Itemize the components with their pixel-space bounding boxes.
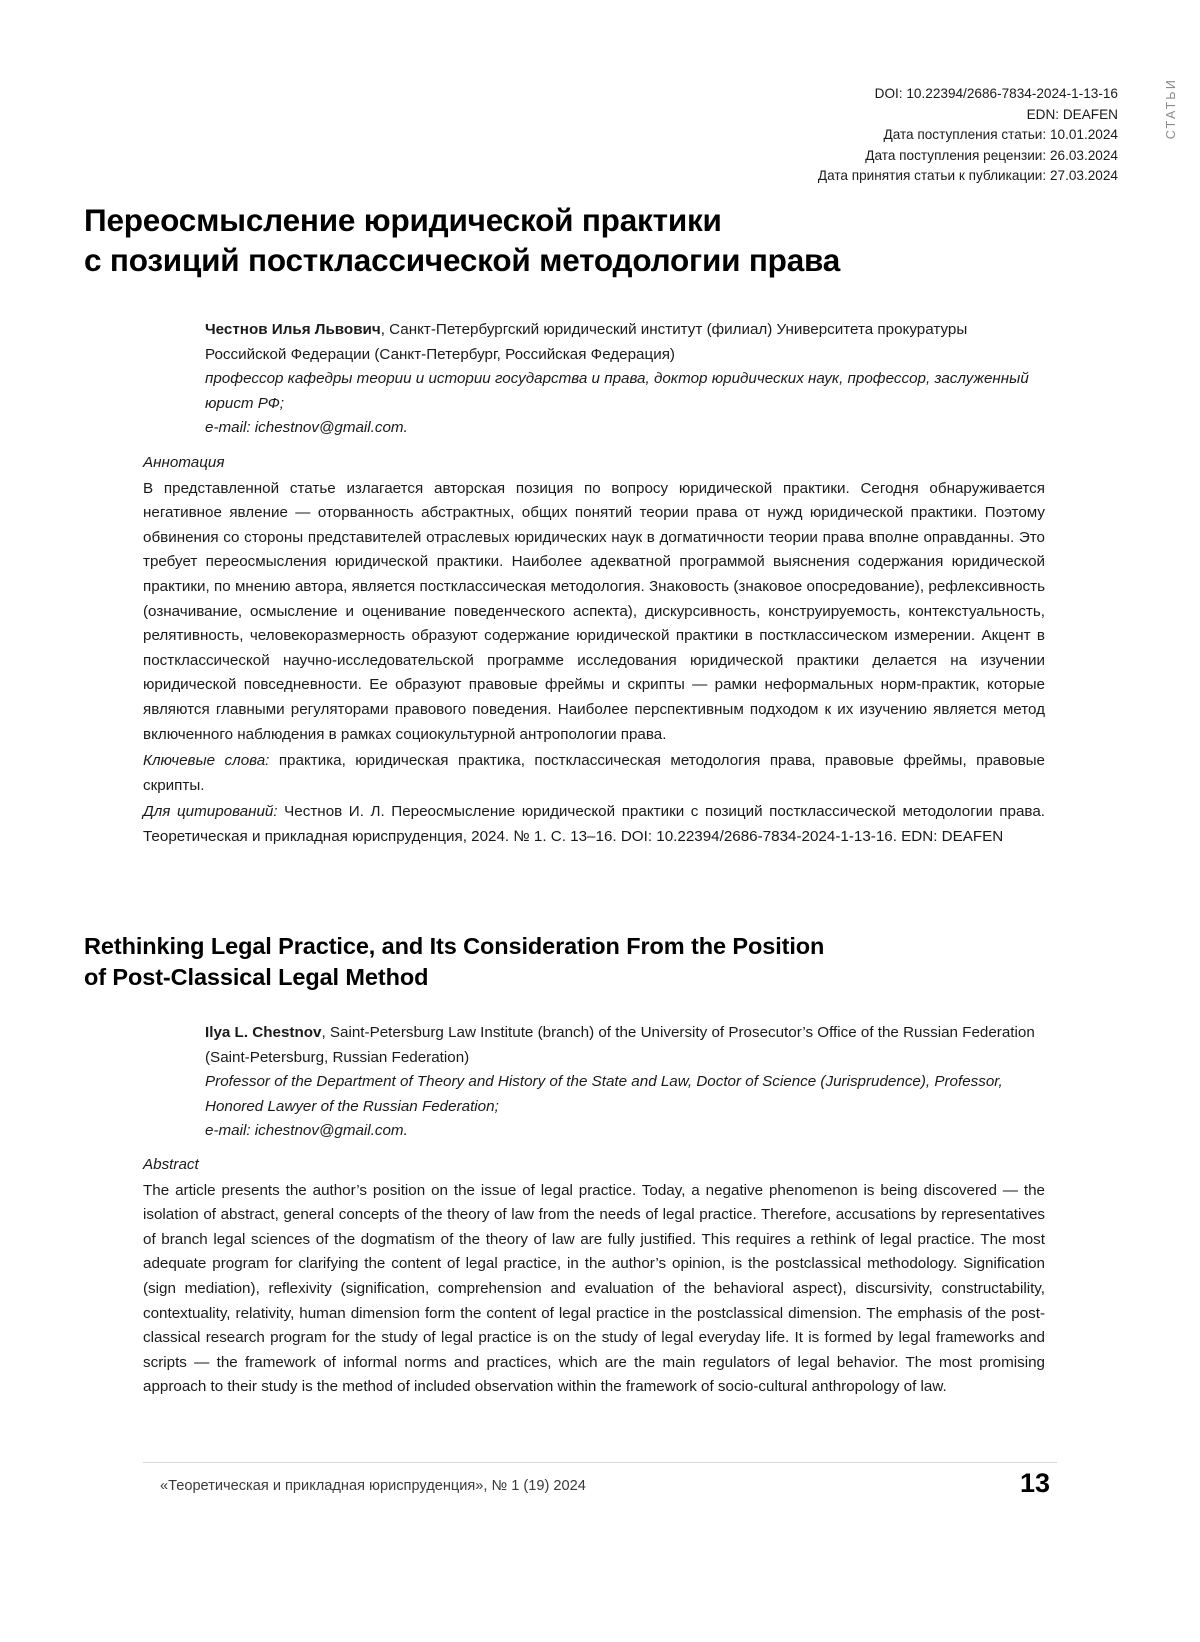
page-title-ru: Переосмысление юридической практики с позиций постклассической методологии права [84,202,841,278]
page-title-en: Rethinking Legal Practice, and Its Consideration From the Position of Post-Classical Legal Method [84,933,825,990]
article-metadata [558,84,1118,187]
author-email-ru[interactable]: e-mail: ichestnov@gmail.com. [205,419,408,436]
author-block-ru [205,318,1045,441]
abstract-body-en: The article presents the author’s position on the issue of legal practice. Today, a negative phenomenon is being discovered — the isolation of abstract, general concepts of the theory of law from the needs of legal practice. Therefore, accusations by representatives of branch legal sciences of the dogmatism of the theory of law are fully justified. This requires a rethink of legal practice. The most adequate program for clarifying the content of legal practice, in the author’s opinion, is the postclassical methodology. Signification (sign mediation), reflexivity (signification, comprehension and evaluation of the behavioral aspect), discursivity, constructability, contextuality, relativity, human dimension form the content of legal practice in the postclassical dimension. The emphasis of the post-classical research program for the study of legal practice is on the study of legal everyday life. It is formed by legal frameworks and scripts — the framework of informal norms and practices, which are the main regulators of legal behavior. The most promising approach to their study is the method of included observation within the framework of socio-cultural anthropology of law. [143,1181,1045,1396]
abstract-heading-ru: Аннотация [143,454,225,471]
citation-ru [143,800,1045,849]
footer-page-number: 13 [1019,1468,1050,1498]
review-date: Дата поступления рецензии: 26.03.2024 [865,147,1118,163]
author-role-en: Professor of the Department of Theory and History of the State and Law, Doctor of Science (Jurisprudence), Professor, Honored Lawyer of the Russian Federation; [205,1073,1003,1115]
abstract-body-ru: В представленной статье излагается авторская позиция по вопросу юридической практики. Сегодня обнаруживается негативное явление — оторванность абстрактных, общих понятий теории права от нужд юридической практики. Поэтому обвинения со стороны представителей отраслевых юридических наук в догматичности теории права вполне оправданны. Это требует переосмысления юридической практики. Наиболее адекватной программой выяснения содержания юридической практики, по мнению автора, является постклассическая методология. Знаковость (знаковое опосредование), рефлексивность (означивание, осмысление и оценивание поведенческого аспекта), дискурсивность, конструируемость, контекстуальность, релятивность, человекоразмерность образуют содержание юридической практики в постклассическом измерении. Акцент в постклассической научно-исследовательской программе исследования юридической практики делается на изучении юридической повседневности. Ее образуют правовые фреймы и скрипты — рамки неформальных норм-практик, которые являются главными регуляторами правового поведения. Наиболее перспективным подходом к их изучению является метод включенного наблюдения в рамках социокультурной антропологии права. [143,479,1045,743]
edn-line: EDN: DEAFEN [1026,106,1118,122]
author-affiliation-ru: , Санкт-Петербургский юридический институт (филиал) Университета прокуратуры Российской Федерации (Санкт-Петербург, Российская Федерация) [205,321,968,363]
keywords-value-ru: практика, юридическая практика, постклассическая методология права, правовые фреймы, правовые скрипты. [143,752,1045,794]
citation-value-ru: Честнов И. Л. Переосмысление юридической практики с позиций постклассической методологии права. Теоретическая и прикладная юриспруденция, 2024. № 1. С. 13–16. DOI: 10.22394/2686-7834-2024-1-13-16. EDN: DEAFEN [143,803,1045,845]
abstract-ru [143,451,1045,850]
abstract-en [143,1153,1045,1400]
footer-journal-title: «Теоретическая и прикладная юриспруденция», № 1 (19) 2024 [160,1478,586,1494]
received-date: Дата поступления статьи: 10.01.2024 [883,127,1118,142]
footer-divider [143,1462,1057,1463]
author-email-en[interactable]: e-mail: ichestnov@gmail.com. [205,1122,408,1139]
author-role-ru: профессор кафедры теории и истории государства и права, доктор юридических наук, профессор, заслуженный юрист РФ; [205,370,1029,412]
doi-line: DOI: 10.22394/2686-7834-2024-1-13-16 [874,86,1118,101]
author-name-ru: Честнов Илья Львович [205,321,381,338]
citation-label-ru: Для цитирований: [143,803,278,821]
keywords-label-ru: Ключевые слова: [143,752,270,770]
abstract-heading-en: Abstract [143,1156,199,1173]
author-name-en: Ilya L. Chestnov [205,1024,322,1041]
section-side-label: СТАТЬИ [1164,78,1178,140]
author-block-en [205,1021,1045,1144]
accepted-date: Дата принятия статьи к публикации: 27.03.2024 [817,168,1118,183]
keywords-ru [143,749,1045,798]
author-affiliation-en: , Saint-Petersburg Law Institute (branch) of the University of Prosecutor’s Office of the Russian Federation (Saint-Petersburg, Russian Federation) [205,1024,1035,1066]
